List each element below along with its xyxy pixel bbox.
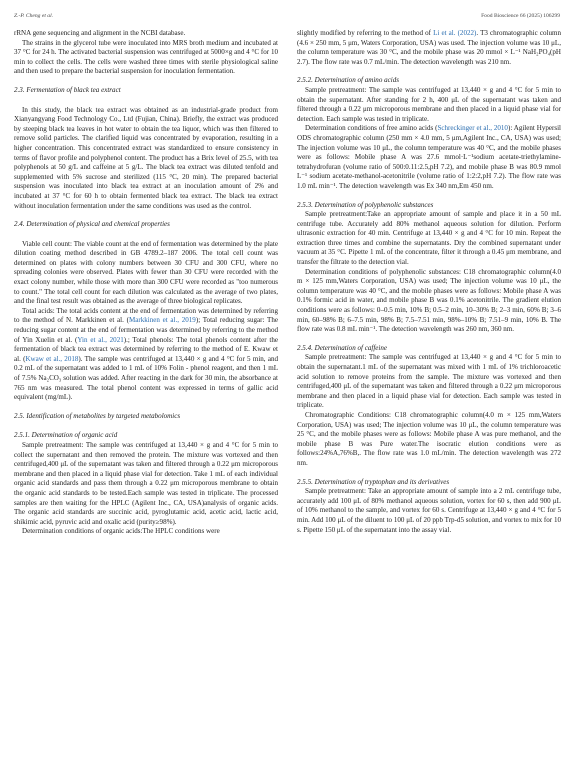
section-heading: 2.3. Fermentation of black tea extract (14, 85, 121, 94)
subsection-heading: 2.5.5. Determination of tryptophan and its derivatives (297, 477, 450, 486)
subsection-heading: 2.5.2. Determination of amino acids (297, 76, 399, 85)
text-run: Determination conditions of free amino acids ( (305, 124, 438, 133)
left-column (14, 29, 278, 537)
paragraph: Determination conditions of organic acids:The HPLC conditions were (22, 527, 220, 536)
section-heading: 2.5. Identification of metabolites by targeted metabolomics (14, 411, 181, 420)
citation-link[interactable]: Schreckinger et al., 2010 (437, 124, 508, 133)
paragraph: Sample pretreatment: The sample was centrifuged at 13,440 × g and 4 °C for 5 min to obtain the supernatant.1 mL of the supernatant was mixed with 1 mL of 1% trichloroacetic acid solution to remove proteins from the sample. The mixture was vortexed and then centrifuged,400 μL of the supernatant was taken and filtered through a 0.22 μm microporous membrane and then placed in a liquid phase vial for detection. Each sample was tested in triplicate. (297, 353, 561, 410)
paragraph: Sample pretreatment: Take an appropriate amount of sample into a 2 mL centrifuge tube, accurately add 100 μL of 80% methanol aqueous solution, vortex for 60 s, then add 900 μL of 10% methanol to the sample, and vortex for 60 s. Centrifuge at 13,440 × g and 4 °C for 5 min. Add 100 μL of the diluent to 100 μL of 20 ppb Trp-d5 solution, and vortex to mix for 10 s. Pipette 150 μL of the supernatant into the assay vial. (297, 487, 561, 534)
paragraph (297, 29, 561, 67)
paragraph: Chromatographic Conditions: C18 chromatographic column(4.0 m × 125 mm,Waters Corporation, USA) was used; The injection volume was 10 μL, the column temperature was 25 °C, and the mobile phases were as follows: Mobile phase A was pure methanol, and the mobile phase B was Pure water.The isocratic elution conditions were as follows:24%A,76%B,. The flow rate was 1.0 mL/min. The detection wavelength was 272 nm. (297, 410, 561, 467)
subsection-heading: 2.5.1. Determination of organic acid (14, 431, 118, 440)
citation-link[interactable]: Yin et al., 2021 (77, 335, 124, 344)
text-run: ). The sample was centrifuged at 13,440 × g and 4 °C for 5 min, and 0.2 mL of the supernatant was added to 1 mL of 10% Folin - phenol reagent, and then 1 mL of 7.5% Na₂CO₃ solution was added. After reacting in the dark for 30 min, the absorbance at 765 nm was measured. The total phenol content was expressed in terms of gallic acid equivalent (mg/mL). (14, 354, 278, 402)
citation-link[interactable]: Kwaw et al., 2018 (25, 354, 79, 363)
paragraph: Sample pretreatment: The sample was centrifuged at 13,440 × g and 4 °C for 5 min to collect the supernatant and then removed the protein. The mixture was vortexed and then centrifuged,400 μL of the supernatant was taken and filtered through a 0.22 μm microporous membrane and then placed in a liquid phase vial for detection. Take 1 mL of each individual organic acid standards and pass them through a 0.22 μm microporous membrane to obtain the organic acid standards to be tested.Each sample was tested in triplicate. The processed samples are then waiting for the HPLC (Agilent Inc., CA, USA)analysis of organic acids. The organic acid standards are succinic acid, pyroglutamic acid, acetic acid, lactic acid, shikimic acid, pyruvic acid and oxalic acid (purity≥98%). (14, 440, 278, 526)
text-run: . T3 chromatographic column (4.6 × 250 mm, 5 μm, Waters Corporation, USA) was used. The injection volume was 10 μL, the column temperature was 30 °C, and the mobile phase was 20 mmol × L⁻¹ NaH₂PO₄(pH 2.7). The flow rate was 0.7 mL/min. The detection wavelength was 210 nm. (297, 29, 561, 66)
text-run: ).; Total phenols: The total phenols content after the fermentation of black tea extract was determined by referring to the method of E. Kwaw et al. ( (14, 335, 278, 363)
paragraph: rRNA gene sequencing and alignment in the NCBI database. (14, 29, 186, 37)
section-heading: 2.4. Determination of physical and chemical properties (14, 220, 170, 229)
text-run: ): Agilent Hypersil ODS chromatographic column (250 mm × 4.0 mm, 5 μm,Agilent Inc., CA, USA) was used; The injection volume was 10 μL, the column temperature was 40 °C, and the mobile phases were as follows: Mobile phase A was 27.6 mmol·L⁻¹sodium acetate-triethylamine-tetrahydrofuran (volume ratio of 500:0.11:2.5,pH 7.2), and mobile phase B was 80.9 mmol L⁻¹ sodium acetate-methanol-acetonitrile (volume ratio of 1:2:2,pH 7.2). The flow rate was 1.0 mL min⁻¹. The detection wavelength was Ex 340 nm,Em 450 nm. (297, 124, 561, 190)
subsection-heading: 2.5.4. Determination of caffeine (297, 343, 388, 352)
paragraph: The strains in the glycerol tube were inoculated into MRS broth medium and incubated at 37 °C for 24 h. The activated bacterial suspension was centrifuged at 5000×g and 4 °C for 10 min to collect the cells. The cells were washed three times with sterile physiological saline and then used to prepare the bacterial suspension for inoculation fermentation. (14, 38, 278, 76)
right-column (297, 29, 561, 535)
text-run: Total acids: The total acids content at the end of fermentation was determined by referring to the method of N. Markkinen et al. ( (14, 306, 278, 325)
running-head-journal: Food Bioscience 66 (2025) 106299 (481, 13, 560, 19)
paragraph: Viable cell count: The viable count at the end of fermentation was determined by the plate dilution coating method described in GB 4789.2–187 2006. The total cell count was determined on plates with colony numbers between 30 CFU and 300 CFU, where no spreading colonies were observed. Plates with fewer than 30 CFU were recorded with the exact colony number, while those with more than 300 CFU were recorded as "too numerous to count." The total cell count for each dilution was calculated as the average of two plates, and the final test result was obtained as the average of three biological replicates. (14, 239, 278, 306)
paragraph: Determination conditions of polyphenolic substances: C18 chromatographic column(4.0 m × 125 mm,Waters Corporation, USA) was used; The injection volume was 10 μL, the column temperature was 40 °C, and the mobile phases were as follows: Mobile phase A was 0.1% formic acid in water, and mobile phase B was 0.1% acetonitrile. The gradient elution conditions were as follows: 0–0.5 min, 10% B; 0.5–2 min, 10–30% B; 2–3 min, 60% B; 3–6 min, 60–98% B; 6–7.5 min, 98% B; 7.5–7.51 min, 98%–10% B; 7.51–9 min, 10% B. The flow rate was 0.8 mL min⁻¹. The detection wavelength was 260 nm, 360 nm. (297, 267, 561, 334)
text-run: ); Total reducing sugar: The reducing sugar content at the end of fermentation was determined by referring to the method of Yin Xuelin et al. ( (14, 316, 279, 344)
paragraph: Sample pretreatment:Take an appropriate amount of sample and place it in a 50 mL centrifuge tube. Accurately add 80% methanol aqueous solution for dilution. Perform ultrasonic extraction for 40 min. Centrifuge at 13,440 × g and 4 °C for 10 min. Repeat the extraction three times and combine the supernatants. Dry the combined supernatant under vacuum at 35 °C. Pipette 1 mL of the concentrate, filter it through a 0.45 μm membrane, and transfer the filtrate to the detection vial. (297, 210, 561, 267)
paragraph (14, 307, 278, 403)
paragraph: In this study, the black tea extract was obtained as an industrial-grade product from Xianyangyang Food Technology Co., Ltd (Fujian, China). Briefly, the extract was produced by steeping black tea leaves in hot water to obtain the tea liquor, which was then filtered to remove solid particles. The clarified liquid was concentrated by evaporation, resulting in a higher concentration. This concentrated extract was standardized to ensure consistency in terms of flavor profile and polyphenol content. The product has a Brix level of 25.5, with tea polyphenols at 50 g/L and caffeine at 5 g/L. The black tea extract was diluted tenfold and supplemented with 5% sucrose and sterilized (115 °C, 20 min). The prepared bacterial suspension was inoculated into black tea extract at an inoculation amount of 2% and incubated at 37 °C for 60 h to obtain fermented black tea extract. The black tea extract without inoculation fermentation under the same conditions was used as the control. (14, 105, 278, 210)
running-head-authors: Z.-P. Cheng et al. (14, 13, 54, 19)
subsection-heading: 2.5.3. Determination of polyphenolic substances (297, 200, 434, 209)
citation-link[interactable]: Li et al. (2022) (433, 29, 477, 37)
citation-link[interactable]: Markkinen et al., 2019 (128, 316, 196, 325)
paragraph (297, 124, 561, 191)
text-run: slightly modified by referring to the method of (297, 29, 434, 37)
paragraph: Sample pretreatment: The sample was centrifuged at 13,440 × g and 4 °C for 5 min to obtain the supernatant. After standing for 2 h, 400 μL of the supernatant was taken and filtered through a 0.22 μm microporous membrane and then placed in a liquid phase vial for detection. Each sample was tested in triplicate. (297, 85, 561, 123)
